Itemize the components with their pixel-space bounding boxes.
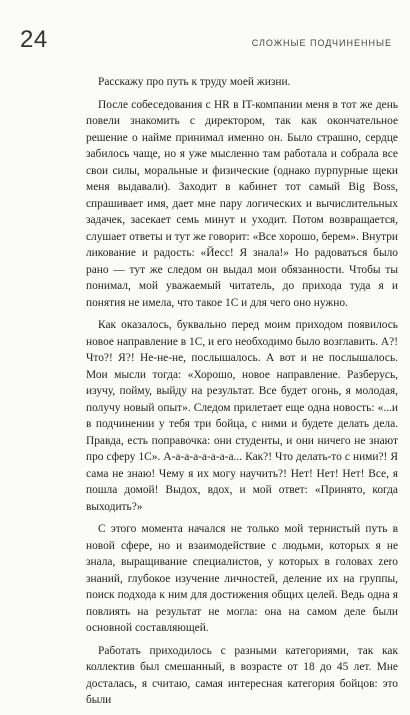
body-text	[86, 74, 398, 715]
running-head: СЛОЖНЫЕ ПОДЧИНЕННЫЕ	[251, 38, 392, 48]
page-number: 24	[20, 26, 48, 53]
paragraph: После собеседования с HR в IT-компании меня в тот же день повели знакомить с директором, так как окончательное решение о найме принимал именно он. Было страшно, сердце забилось чаще, но я уже мысленно там работала и собрала все свои силы, моральные и физические (однако пурпурные щеки меня выдавали). Заходит в кабинет тот самый Big Boss, спрашивает имя, дает мне пару логических и вычислительных задачек, засекает семь минут и уходит. Потом возвращается, слушает ответы и тут же говорит: «Все хорошо, берем». Внутри ликование и радость: «Йесс! Я знала!» Но радоваться было рано — тут же следом он выдал мои обязанности. Чтобы ты понимал, мой уважаемый читатель, до прихода туда я и понятия не имела, что такое 1С и для чего оно нужно.	[86, 98, 398, 309]
paragraph: Работать приходилось с разными категориями, так как коллектив был смешанный, в возрасте от 18 до 45 лет. Мне досталась, я считаю, самая интересная категория бойцов: это были	[86, 644, 398, 706]
page-header	[0, 0, 410, 64]
paragraph: Как оказалось, буквально перед моим приходом появилось новое направление в 1С, и его необходимо было возглавить. А?! Что?! Я?! Не-не-не, послышалось. А вот и не послышалось. Мои мысли тогда: «Хорошо, новое направление. Разберусь, изучу, пойму, выйду на результат. Все будет огонь, я молодая, получу новый опыт». Следом прилетает еще одна новость: «...и в подчинении у тебя три бойца, с ними и будете делать дела. Правда, есть поправочка: они студенты, и они ничего не знают про сферу 1С». А-а-а-а-а-а-а-а... Как?! Что делать-то с ними?! Я сама не знаю! Чему я их могу научить?! Нет! Нет! Нет! Все, я пошла домой! Выдох, вдох, и мой ответ: «Принято, когда выходить?»	[86, 319, 398, 513]
paragraph: Расскажу про путь к труду моей жизни.	[98, 76, 291, 88]
paragraph: С этого момента начался не только мой тернистый путь в новой сфере, но и взаимодействие с людьми, которых я не знала, выращивание специалистов, у которых в головах zero знаний, глубокое изучение личностей, деление их на группы, поиск подхода к ним для достижения общих целей. Ведь одна я повлиять на результат не могла: она на самом деле были основной составляющей.	[86, 523, 398, 634]
